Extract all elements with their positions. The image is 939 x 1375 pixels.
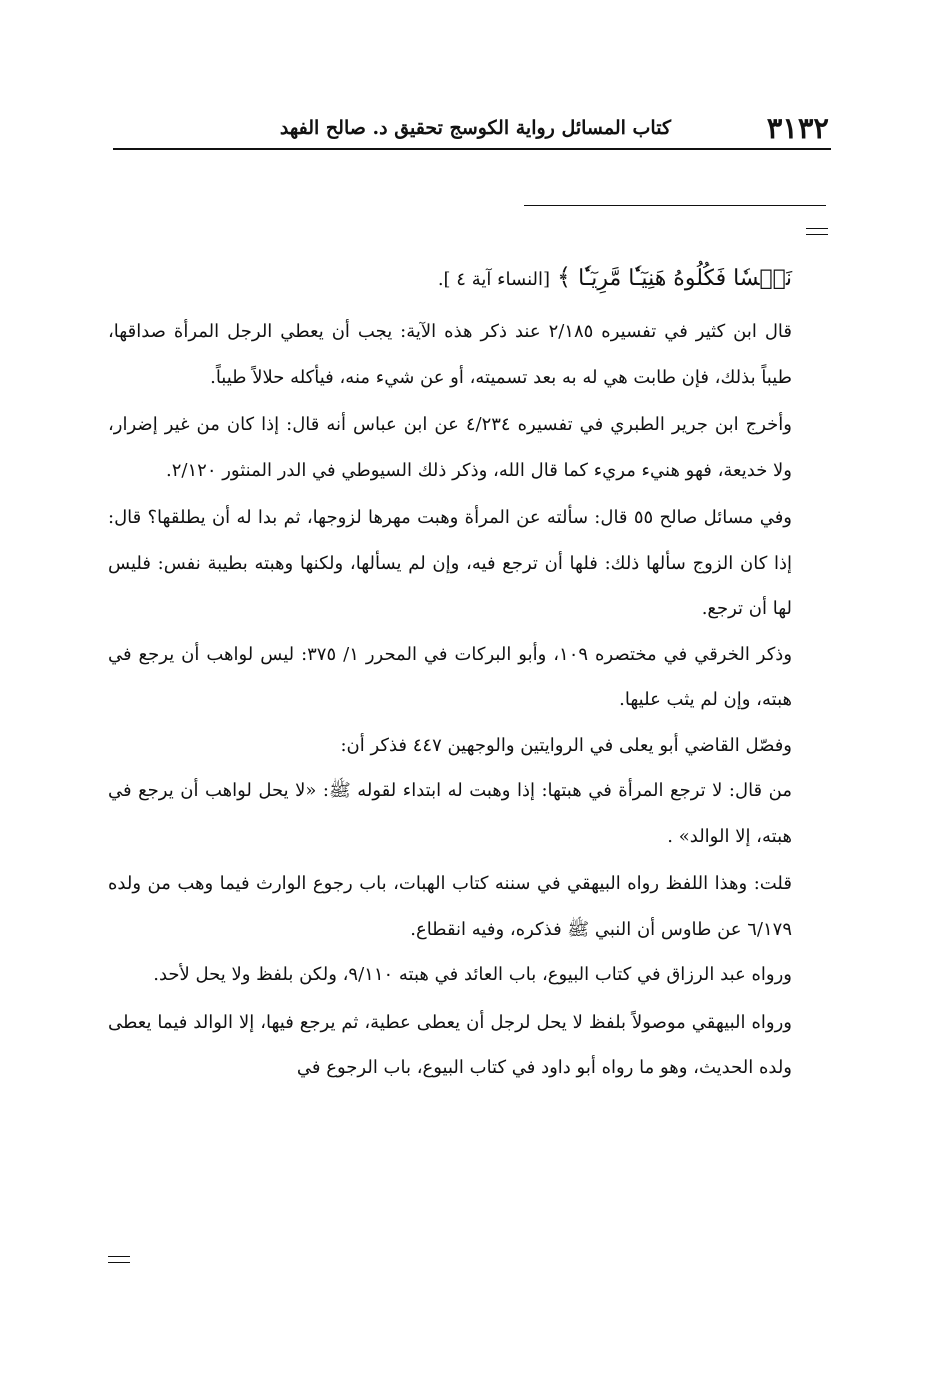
paragraph-masail-salih: وفي مسائل صالح ٥٥ قال: سألته عن المرأة وهبت مهرها لزوجها، ثم بدا له أن يطلقها؟ قال: إذا كان الزوج سألها ذلك: فلها أن ترجع فيه، وإن لم يسألها، ولكنها وهبته بطيبة نفس: فليس لها أن ترجع. xyxy=(108,507,792,619)
paragraph-bayhaqi-mawsul: ورواه البيهقي موصولاً بلفظ لا يحل لرجل أن يعطى عطية، ثم يرجع فيها، إلا الوالد فيما يعطى ولده الحديث، وهو ما رواه أبو داود في كتاب البيوع، باب الرجوع في xyxy=(108,1011,792,1078)
footnote-separator-rule xyxy=(524,205,826,206)
paragraph-abd-al-razzaq: ورواه عبد الرزاق في كتاب البيوع، باب العائد في هبته ٩/١١٠، ولكن بلفظ ولا يحل لأحد. xyxy=(153,964,792,985)
paragraph-abu-yala: وفصّل القاضي أبو يعلى في الروايتين والوجهين ٤٤٧ فذكر أن: xyxy=(340,734,792,756)
paragraph-hadith-quote: من قال: لا ترجع المرأة في هبتها: إذا وهبت له ابتداء لقوله ﷺ: «لا يحل لواهب أن يرجع في هبته، إلا الوالد» . xyxy=(108,780,792,847)
page-number: ٣١٣٢ xyxy=(766,111,829,145)
paragraph-bayhaqi-note: قلت: وهذا اللفظ رواه البيهقي في سننه كتاب الهبات، باب رجوع الوارث فيما وهب من ولده ٦/١٧٩ عن طاوس أن النبي ﷺ فذكره، وفيه انقطاع. xyxy=(108,873,792,940)
quran-verse-text: نَفۡسٗا فَكُلُوهُ هَنِيٓـٔٗا مَّرِيٓـٔٗا xyxy=(578,266,792,291)
footnote-body xyxy=(108,248,792,1091)
quran-verse-line xyxy=(108,248,792,309)
paragraph-khiraqi: وذكر الخرقي في مختصره ١٠٩، وأبو البركات في المحرر ١/ ٣٧٥: ليس لواهب أن يرجع في هبته، وإن لم يثب عليها. xyxy=(108,643,793,710)
continuation-mark-top xyxy=(806,228,828,236)
paragraph-ibn-kathir: قال ابن كثير في تفسيره ٢/١٨٥ عند ذكر هذه الآية: يجب أن يعطي الرجل المرأة صداقها، طيباً بذلك، فإن طابت هي له به بعد تسميته، أو عن شيء منه، فيأكله حلالاً طيباً. xyxy=(108,321,792,388)
verse-reference: [النساء آية ٤ ]. xyxy=(437,269,551,290)
header-rule xyxy=(113,148,831,150)
quran-close-bracket: ﴾ xyxy=(557,263,572,291)
page-header xyxy=(113,108,831,148)
continuation-mark-bottom xyxy=(108,1256,130,1264)
running-title: كتاب المسائل رواية الكوسج تحقيق د. صالح الفهد xyxy=(279,117,671,139)
paragraph-tabari: وأخرج ابن جرير الطبري في تفسيره ٤/٢٣٤ عن ابن عباس أنه قال: إذا كان من غير إضرار، ولا خديعة، فهو هنيء مريء كما قال الله، وذكر ذلك السيوطي في الدر المنثور ٢/١٢٠. xyxy=(108,414,792,481)
